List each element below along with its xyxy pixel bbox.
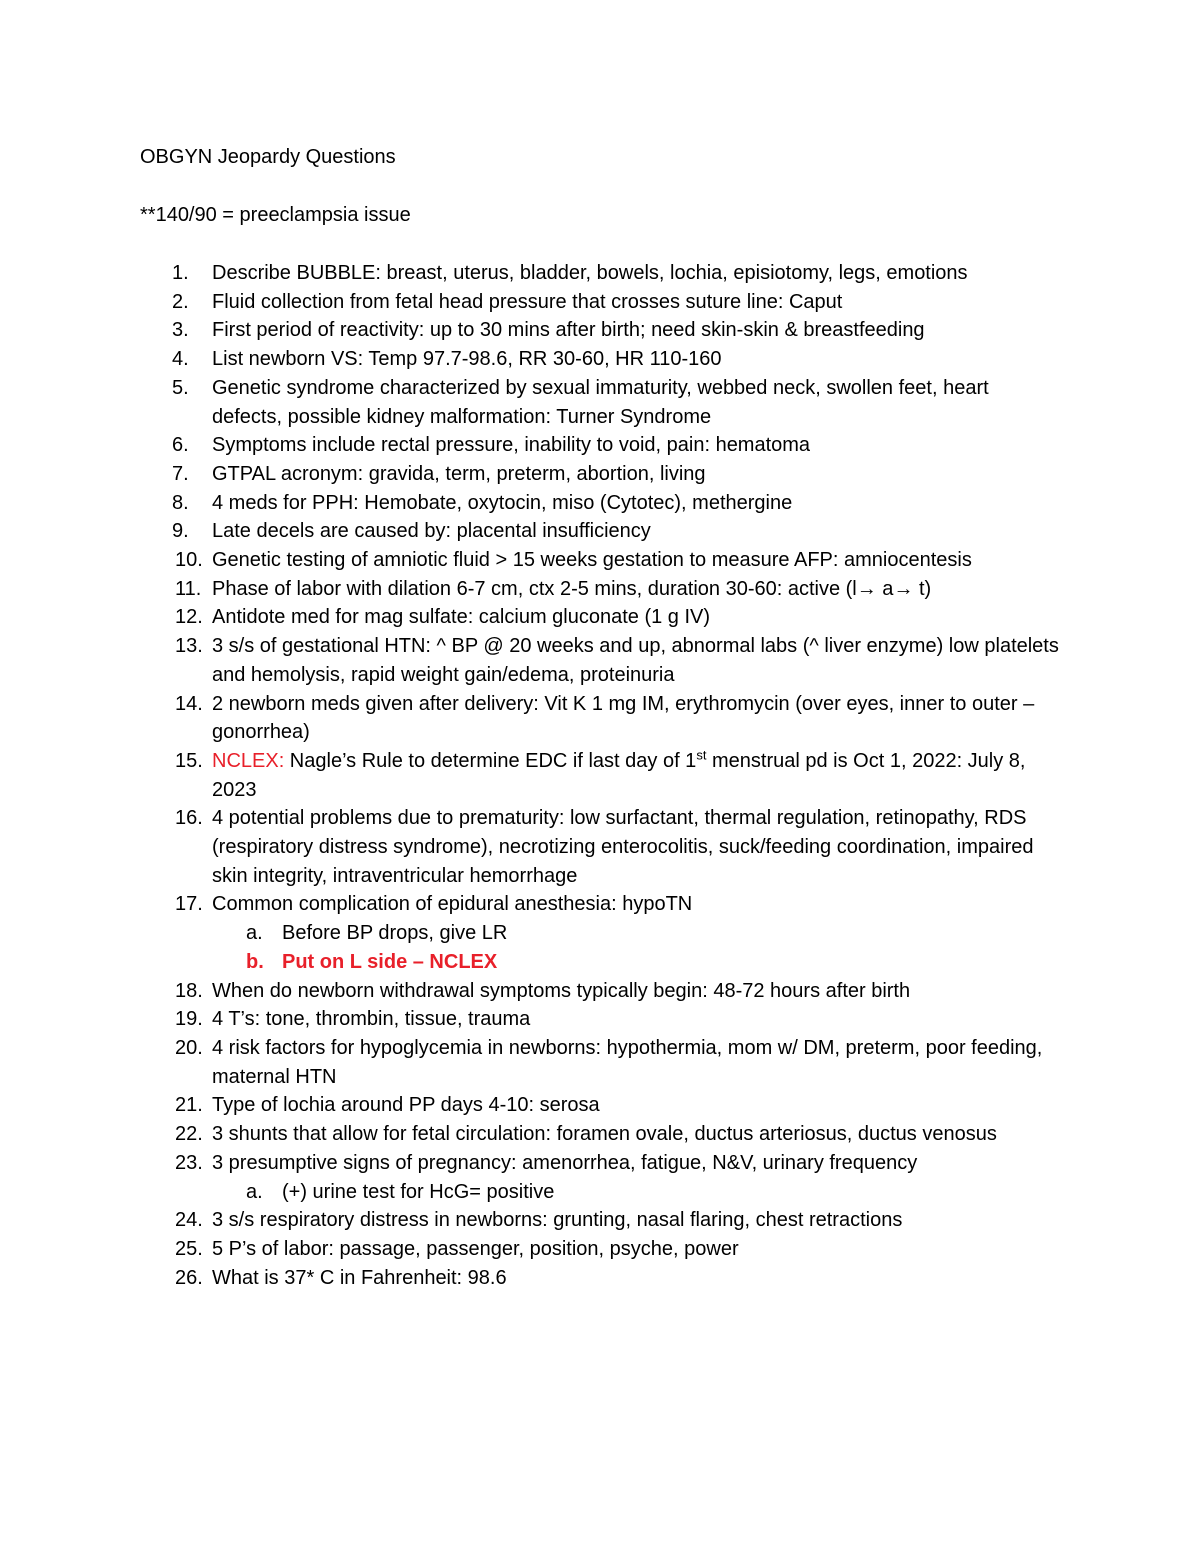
item-text: Symptoms include rectal pressure, inability to void, pain: hematoma	[212, 434, 811, 457]
sub-item-text: Put on L side – NCLEX	[282, 950, 498, 973]
item-text: Antidote med for mag sulfate: calcium gluconate (1 g IV)	[212, 606, 711, 629]
item-text: Common complication of epidural anesthesia: hypoTN	[212, 893, 693, 916]
item-number: 17.	[175, 893, 203, 916]
sub-item-text: (+) urine test for HcG= positive	[282, 1180, 555, 1203]
sub-item-letter: a.	[246, 1180, 263, 1203]
list-item-1	[140, 259, 1060, 288]
item-number: 6.	[172, 434, 189, 457]
item-text-end: t)	[913, 577, 932, 600]
item-number: 1.	[172, 262, 189, 284]
item-text: 4 risk factors for hypoglycemia in newborns: hypothermia, mom w/ DM, preterm, poor feeding, maternal HTN	[212, 1036, 1043, 1088]
item-text: Genetic syndrome characterized by sexual immaturity, webbed neck, swollen feet, heart defects, possible kidney malformation: Turner Syndrome	[212, 376, 989, 428]
list-item-11	[140, 575, 1060, 604]
list-item-8	[140, 489, 1060, 518]
item-text: Describe BUBBLE: breast, uterus, bladder, bowels, lochia, episiotomy, legs, emotions	[212, 262, 968, 284]
item-text: When do newborn withdrawal symptoms typically begin: 48-72 hours after birth	[212, 979, 911, 1002]
list-item-23	[140, 1149, 1060, 1178]
item-text: 4 T’s: tone, thrombin, tissue, trauma	[212, 1008, 531, 1031]
preeclampsia-note: **140/90 = preeclampsia issue	[140, 204, 411, 226]
item-number: 5.	[172, 376, 189, 399]
item-text: 5 P’s of labor: passage, passenger, position, psyche, power	[212, 1237, 739, 1260]
item-text: Nagle’s Rule to determine EDC if last day of 1	[284, 749, 697, 772]
item-number: 2.	[172, 290, 189, 313]
list-item-25	[140, 1235, 1060, 1264]
item-number: 19.	[175, 1008, 203, 1031]
list-item-21	[140, 1091, 1060, 1120]
list-item-12	[140, 603, 1060, 632]
item-text: Genetic testing of amniotic fluid > 15 weeks gestation to measure AFP: amniocentesis	[212, 549, 972, 572]
item-text-cont: menstrual pd is Oct 1, 2022: July 8, 2023	[212, 749, 1026, 801]
list-item-10	[140, 546, 1060, 575]
sub-item-23a	[140, 1178, 1060, 1207]
list-item-6	[140, 431, 1060, 460]
item-text: 3 shunts that allow for fetal circulation: foramen ovale, ductus arteriosus, ductus venosus	[212, 1123, 997, 1146]
list-item-14	[140, 690, 1060, 747]
item-number: 21.	[175, 1094, 203, 1117]
item-text: List newborn VS: Temp 97.7-98.6, RR 30-60, HR 110-160	[212, 348, 722, 371]
arrow-right-icon: →	[856, 577, 877, 600]
list-item-16	[140, 804, 1060, 890]
item-number: 26.	[175, 1266, 203, 1289]
item-number: 15.	[175, 749, 203, 772]
sub-item-text: Before BP drops, give LR	[282, 922, 508, 945]
document-title: OBGYN Jeopardy Questions	[140, 146, 396, 168]
item-number: 9.	[172, 520, 189, 543]
sub-item-letter: a.	[246, 922, 263, 945]
item-text: First period of reactivity: up to 30 mins after birth; need skin-skin & breastfeeding	[212, 319, 925, 342]
list-item-2	[140, 288, 1060, 317]
item-text: 3 s/s of gestational HTN: ^ BP @ 20 weeks and up, abnormal labs (^ liver enzyme) low platelets and hemolysis, rapid weight gain/edema, proteinuria	[212, 635, 1059, 686]
item-number: 12.	[175, 606, 203, 629]
item-text: 4 potential problems due to prematurity: low surfactant, thermal regulation, retinopathy, RDS (respiratory distress syndrome), necrotizing enterocolitis, suck/feeding coordination, impaired skin integrity, intraventricular hemorrhage	[212, 807, 1034, 887]
item-text: Late decels are caused by: placental insufficiency	[212, 520, 651, 543]
item-number: 25.	[175, 1237, 203, 1260]
list-item-7	[140, 460, 1060, 489]
item-number: 22.	[175, 1123, 203, 1146]
item-number: 8.	[172, 491, 189, 514]
item-number: 18.	[175, 979, 203, 1002]
item-text: 2 newborn meds given after delivery: Vit K 1 mg IM, erythromycin (over eyes, inner to outer – gonorrhea)	[212, 692, 1035, 744]
list-item-13	[140, 632, 1060, 689]
item-number: 11.	[175, 577, 202, 600]
list-item-18	[140, 977, 1060, 1006]
list-item-26	[140, 1264, 1060, 1293]
item-text: 4 meds for PPH: Hemobate, oxytocin, miso (Cytotec), methergine	[212, 491, 793, 514]
list-item-9	[140, 517, 1060, 546]
sub-item-17b	[140, 948, 1060, 977]
list-item-5	[140, 374, 1060, 431]
list-item-22	[140, 1120, 1060, 1149]
superscript: st	[696, 747, 707, 763]
item-text: 3 s/s respiratory distress in newborns: grunting, nasal flaring, chest retractions	[212, 1209, 903, 1232]
item-number: 3.	[172, 319, 189, 342]
sub-item-17a	[140, 919, 1060, 948]
item-text: 3 presumptive signs of pregnancy: amenorrhea, fatigue, N&V, urinary frequency	[212, 1151, 918, 1174]
list-item-4	[140, 345, 1060, 374]
item-number: 14.	[175, 692, 203, 715]
item-number: 24.	[175, 1209, 203, 1232]
item-text: What is 37* C in Fahrenheit: 98.6	[212, 1266, 507, 1289]
list-item-19	[140, 1005, 1060, 1034]
item-text: Fluid collection from fetal head pressure that crosses suture line: Caput	[212, 290, 843, 313]
item-number: 16.	[175, 807, 203, 830]
list-item-3	[140, 316, 1060, 345]
list-item-20	[140, 1034, 1060, 1091]
item-number: 20.	[175, 1036, 203, 1059]
item-number: 23.	[175, 1151, 203, 1174]
list-item-24	[140, 1206, 1060, 1235]
item-number: 10.	[175, 549, 203, 572]
item-text: Phase of labor with dilation 6-7 cm, ctx 2-5 mins, duration 30-60: active (l	[212, 577, 857, 600]
arrow-right-icon: →	[893, 577, 914, 600]
item-number: 7.	[172, 462, 189, 485]
item-text: GTPAL acronym: gravida, term, preterm, abortion, living	[212, 462, 706, 485]
list-item-15	[140, 747, 1060, 804]
sub-item-letter: b.	[246, 950, 264, 973]
question-list	[140, 259, 1060, 1292]
nclex-label: NCLEX:	[212, 749, 285, 772]
list-item-17	[140, 890, 1060, 919]
item-number: 4.	[172, 348, 189, 371]
item-text: Type of lochia around PP days 4-10: serosa	[212, 1094, 600, 1117]
item-text-cont: a	[876, 577, 894, 600]
item-number: 13.	[175, 635, 203, 658]
